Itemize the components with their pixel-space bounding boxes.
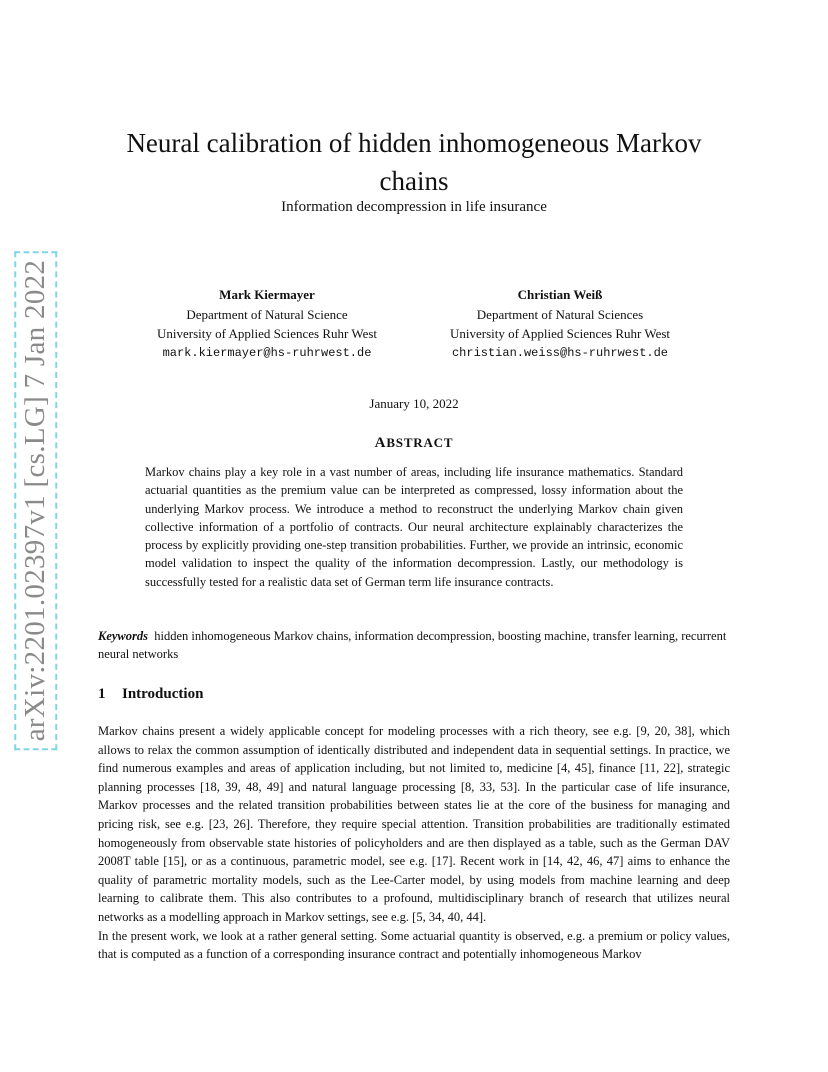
paper-date: January 10, 2022: [369, 396, 459, 411]
author-email: mark.kiermayer@hs-ruhrwest.de: [162, 345, 372, 360]
section-number: 1: [98, 686, 106, 702]
author-email: christian.weiss@hs-ruhrwest.de: [451, 345, 669, 360]
author-block-2: [432, 285, 688, 363]
keywords-label: Keywords: [98, 629, 148, 643]
author-affiliation: University of Applied Sciences Ruhr West: [449, 326, 671, 341]
author-department: Department of Natural Science: [186, 306, 348, 322]
arxiv-stamp: [14, 259, 58, 741]
abstract-heading: [100, 435, 728, 452]
section-title: Introduction: [122, 686, 204, 702]
intro-paragraph-2: In the present work, we look at a rather general setting. Some actuarial quantity is observed, e.g. a premium or policy values, that is computed as a function of a corresponding insurance contract and potentially inhomogeneous Markov: [98, 928, 730, 962]
abstract-text: Markov chains play a key role in a vast number of areas, including life insurance mathematics. Standard actuarial quantities as the premium value can be interpreted as compressed, lossy information about the underlying Markov process. We introduce a method to reconstruct the underlying Markov chain given collective information of a portfolio of contracts. Our neural architecture explainably characterizes the process by explicitly providing one-step transition probabilities. Further, we provide an intrinsic, economic model validation to inspect the quality of the information decompression. Lastly, our methodology is successfully tested for a realistic data set of German term life insurance contracts.: [145, 465, 683, 589]
paper-title: Neural calibration of hidden inhomogeneous Markov chains: [126, 128, 702, 196]
paper-subtitle: Information decompression in life insurance: [281, 199, 547, 215]
keywords: [98, 627, 730, 664]
author-department: Department of Natural Sciences: [476, 306, 644, 322]
author-name: Christian Weiß: [517, 287, 603, 302]
section-heading: [98, 686, 203, 703]
author-block-1: [140, 285, 394, 363]
author-name: Mark Kiermayer: [219, 287, 315, 302]
keywords-text: hidden inhomogeneous Markov chains, information decompression, boosting machine, transfer learning, recurrent neural networks: [98, 629, 727, 662]
abstract-heading-initial: A: [374, 435, 387, 451]
intro-paragraph-1: Markov chains present a widely applicable concept for modeling processes with a rich theory, see e.g. [9, 20, 38], which allows to relax the common assumption of identically distributed and independent data in sequential settings. In practice, we find numerous examples and areas of application including, but not limited to, medicine [4, 45], finance [11, 22], strategic planning processes [18, 39, 48, 49] and natural language processing [8, 33, 53]. In the particular case of life insurance, Markov processes and the related transition probabilities between states lie at the core of the business for managing and pricing risk, see e.g. [23, 26]. Therefore, they require special attention. Transition probabilities are traditionally estimated homogeneously from observable state histories of policyholders and are then displayed as a table, such as the German DAV 2008T table [15], or as a continuous, parametric model, see e.g. [17]. Recent work in [14, 42, 46, 47] aims to enhance the quality of parametric mortality models, such as the Lee-Carter model, by using models from machine learning and deep learning to calibrate them. This also contributes to a profound, multidisciplinary branch of research that utilizes neural networks as a modelling approach in Markov settings, see e.g. [5, 34, 40, 44].: [98, 724, 730, 924]
abstract-heading-rest: BSTRACT: [386, 435, 454, 450]
arxiv-id: arXiv:2201.02397v1 [cs.LG] 7 Jan 2022: [20, 255, 53, 744]
author-affiliation: University of Applied Sciences Ruhr West: [156, 326, 378, 341]
introduction-body: [98, 722, 730, 964]
